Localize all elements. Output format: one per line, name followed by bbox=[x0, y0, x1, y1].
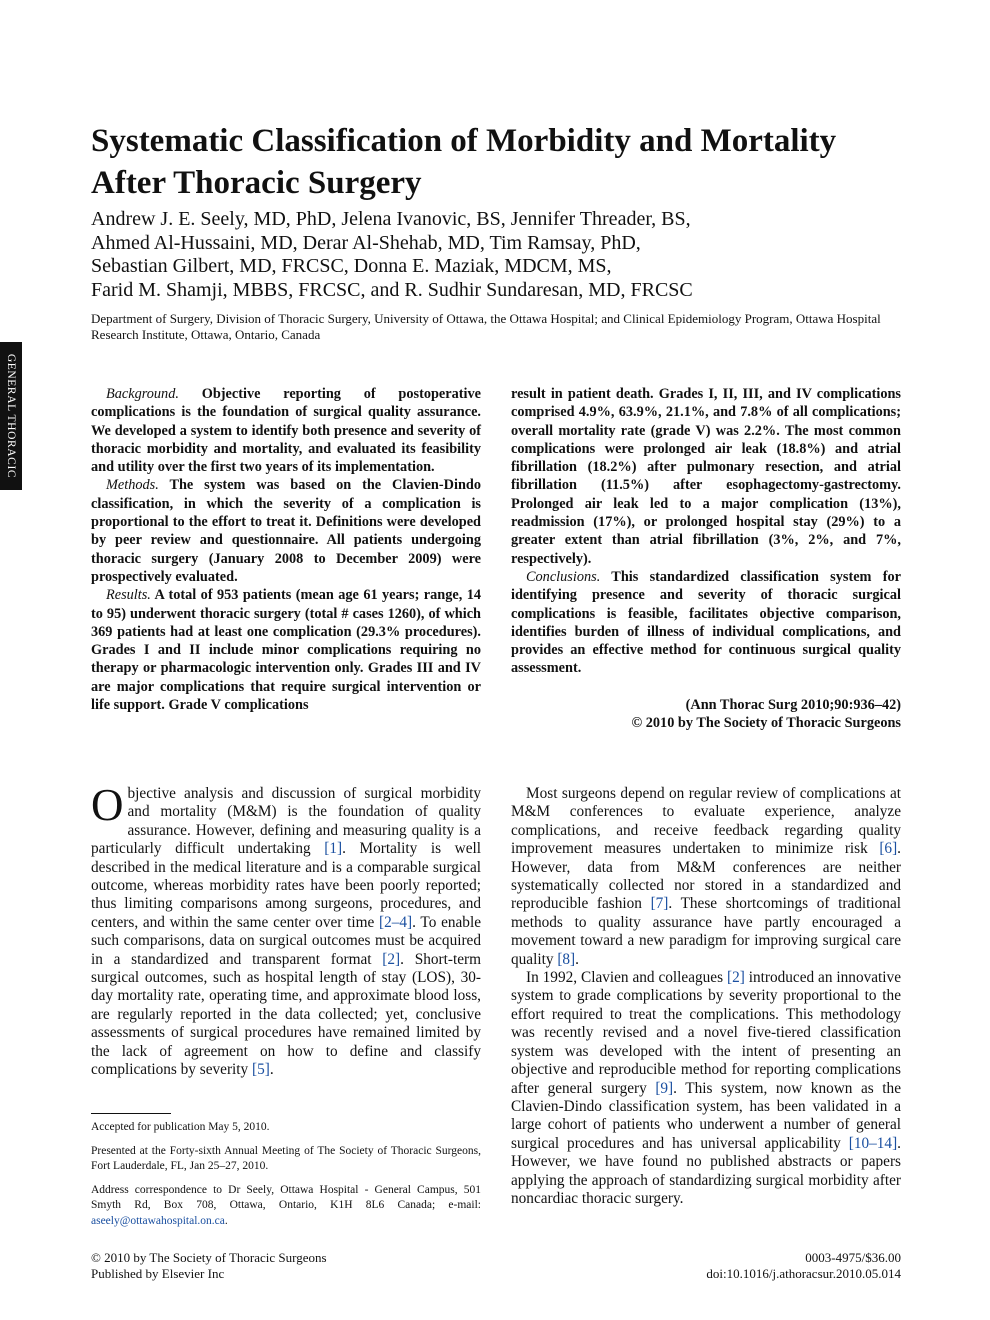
footer-doi: doi:10.1016/j.athoracsur.2010.05.014 bbox=[706, 1265, 901, 1281]
body-text: introduced an innovative system to grade complications by severity proportional to the effort required to treat the complications. This methodology was recently revised and a novel five-tiered classification system was developed with the intent of presenting an objective and reproducible method for reporting complications after general surgery bbox=[511, 969, 901, 1097]
section-label: Methods. bbox=[106, 477, 159, 494]
abstract-right-column bbox=[511, 385, 901, 732]
footer-left bbox=[91, 1250, 327, 1281]
abstract-conclusions bbox=[511, 568, 901, 678]
footnote-text: Address correspondence to Dr Seely, Ottawa Hospital - General Campus, 501 Smyth Rd, Box 708, Ottawa, Ontario, K1H 8L6 Canada; e-mail: bbox=[91, 1183, 481, 1211]
footer-right bbox=[611, 1250, 901, 1281]
citation-journal: (Ann Thorac Surg 2010;90:936–42) bbox=[685, 696, 901, 713]
author-list bbox=[91, 208, 891, 302]
citation bbox=[511, 696, 901, 733]
body-text: In 1992, Clavien and colleagues bbox=[526, 969, 727, 987]
body-right-column bbox=[511, 785, 901, 1208]
footnote-divider bbox=[91, 1113, 171, 1114]
body-text: . These shortcomings of traditional methods to quality assurance have partly encouraged a movement toward a new paradigm for improving surgical care quality bbox=[511, 895, 901, 968]
footnotes bbox=[91, 1120, 481, 1237]
author-line: Andrew J. E. Seely, MD, PhD, Jelena Ivanovic, BS, Jennifer Threader, BS, bbox=[91, 208, 691, 230]
footnote-address bbox=[91, 1183, 481, 1230]
body-text: bjective analysis and discussion of surgical morbidity and mortality (M&M) is the foundation of quality assurance. However, defining and measuring quality is a particularly difficult undertaking bbox=[91, 785, 481, 858]
body-text: . However, data from M&M conferences are neither systematically collected nor stored in a standardized and reproducible fashion bbox=[511, 840, 901, 913]
abstract-text: The system was based on the Clavien-Dindo classification, in which the severity of a complication is proportional to the effort to treat it. Definitions were developed by peer review and questionnaire. All patients undergoing thoracic surgery (January 2008 to December 2009) were prospectively evaluated. bbox=[91, 477, 481, 585]
body-paragraph bbox=[91, 780, 481, 1080]
abstract-text: This standardized classification system for identifying presence and severity of thoracic surgical complications is feasible, facilitates objective comparison, identifies burden of illness of individual complications, and provides an effective method for continuous surgical quality assessment. bbox=[511, 568, 901, 677]
reference-link[interactable]: [10–14] bbox=[848, 1134, 898, 1152]
reference-link[interactable]: [1] bbox=[324, 840, 343, 858]
section-label: Results. bbox=[106, 587, 151, 604]
citation-copyright: © 2010 by The Society of Thoracic Surgeons bbox=[631, 715, 901, 732]
author-line: Sebastian Gilbert, MD, FRCSC, Donna E. Maziak, MDCM, MS, bbox=[91, 255, 612, 277]
reference-link[interactable]: [7] bbox=[650, 895, 669, 913]
footnote-presented: Presented at the Forty-sixth Annual Meeting of The Society of Thoracic Surgeons, Fort Lauderdale, FL, Jan 25–27, 2010. bbox=[91, 1144, 481, 1172]
affiliation: Department of Surgery, Division of Thoracic Surgery, University of Ottawa, the Ottawa Hospital; and Clinical Epidemiology Program, Ottawa Hospital Research Institute, Ottawa, Ontario, Canada bbox=[91, 311, 881, 342]
body-paragraph bbox=[511, 785, 901, 969]
body-text: . This system, now known as the Clavien-Dindo classification system, has been validated in a large cohort of patients who underwent a number of general surgical procedures and has universal applicability bbox=[511, 1079, 901, 1152]
footer-publisher: Published by Elsevier Inc bbox=[91, 1265, 225, 1281]
author-line: Ahmed Al-Hussaini, MD, Derar Al-Shehab, MD, Tim Ramsay, PhD, bbox=[91, 231, 641, 254]
reference-link[interactable]: [6] bbox=[879, 840, 898, 858]
drop-cap: O bbox=[91, 780, 124, 830]
reference-link[interactable]: [9] bbox=[655, 1079, 674, 1097]
reference-link[interactable]: [2] bbox=[382, 950, 401, 968]
abstract-results bbox=[91, 586, 481, 714]
abstract-methods bbox=[91, 476, 481, 586]
abstract-left-column bbox=[91, 385, 481, 714]
section-label: Conclusions. bbox=[526, 568, 601, 585]
body-text: . bbox=[575, 950, 579, 968]
body-text: . Short-term surgical outcomes, such as hospital length of stay (LOS), 30-day mortality rate, operating time, and approximate blood loss, are regularly reported in the data collected; yet, conclusive assessments of surgical procedures have remained limited by the lack of agreement on how to define and classify complications by severity bbox=[91, 950, 481, 1079]
email-link[interactable]: aseely@ottawahospital.on.ca bbox=[91, 1214, 225, 1227]
footer-issn: 0003-4975/$36.00 bbox=[805, 1250, 901, 1265]
abstract-results-cont: result in patient death. Grades I, II, III, and IV complications comprised 4.9%, 63.9%, 21.1%, and 7.8% of all complications; overall mortality rate (grade V) was 2.2%. The most common complications were prolonged air leak (18.8%) and atrial fibrillation (18.2%) after pulmonary resection, and atrial fibrillation (11.5%) after esophagectomy-gastrectomy. Prolonged air leak led to a major complication (13%), readmission (17%), or prolonged hospital stay (29%) to a greater extent than atrial fibrillation (3%, 2%, and 7%, respectively). bbox=[511, 386, 901, 567]
body-text: . bbox=[269, 1061, 274, 1079]
author-line: Farid M. Shamji, MBBS, FRCSC, and R. Sudhir Sundaresan, MD, FRCSC bbox=[91, 278, 693, 301]
footer-copyright: © 2010 by The Society of Thoracic Surgeons bbox=[91, 1250, 327, 1265]
footnote-text: . bbox=[224, 1214, 228, 1227]
body-text: Most surgeons depend on regular review of complications at M&M conferences to evaluate experience, analyze complications, and receive feedback regarding quality improvement measures undertaken to minimize risk bbox=[511, 785, 901, 858]
footnote-accepted: Accepted for publication May 5, 2010. bbox=[91, 1121, 270, 1133]
body-text: . To enable such comparisons, data on surgical outcomes must be acquired in a standardized and transparent format bbox=[91, 913, 481, 968]
body-paragraph bbox=[511, 969, 901, 1208]
section-tab bbox=[0, 342, 22, 490]
body-left-column bbox=[91, 780, 481, 1080]
abstract-background bbox=[91, 385, 481, 476]
reference-link[interactable]: [2–4] bbox=[379, 913, 413, 931]
body-text: . However, we have found no published abstracts or papers applying the approach of standardizing surgical morbidity after noncardiac thoracic surgery. bbox=[511, 1134, 901, 1207]
reference-link[interactable]: [5] bbox=[252, 1061, 270, 1079]
abstract-text: A total of 953 patients (mean age 61 years; range, 14 to 95) underwent thoracic surgery (total # cases 1260), of which 369 patients had at least one complication (29.3% procedures). Grades I and II include minor complications requiring no therapy or pharmacologic intervention only. Grades III and IV are major complications that require surgical intervention or life support. Grade V complications bbox=[91, 587, 481, 714]
body-text: . Mortality is well described in the medical literature and is a comparable surgical outcome, whereas morbidity rates have been poorly reported; thus limiting comparisons among surgeons, procedures, and centers, and within the same center over time bbox=[91, 840, 481, 931]
abstract-text: Objective reporting of postoperative complications is the foundation of surgical quality assurance. We developed a system to identify both presence and severity of thoracic morbidity and mortality, and evaluated its feasibility and utility over the first two years of its implementation. bbox=[91, 386, 481, 476]
section-tab-label: GENERAL THORACIC bbox=[5, 353, 17, 479]
reference-link[interactable]: [2] bbox=[726, 969, 745, 987]
article-title: Systematic Classification of Morbidity and Mortality After Thoracic Surgery bbox=[91, 123, 837, 201]
section-label: Background. bbox=[106, 386, 179, 402]
reference-link[interactable]: [8] bbox=[557, 950, 576, 968]
